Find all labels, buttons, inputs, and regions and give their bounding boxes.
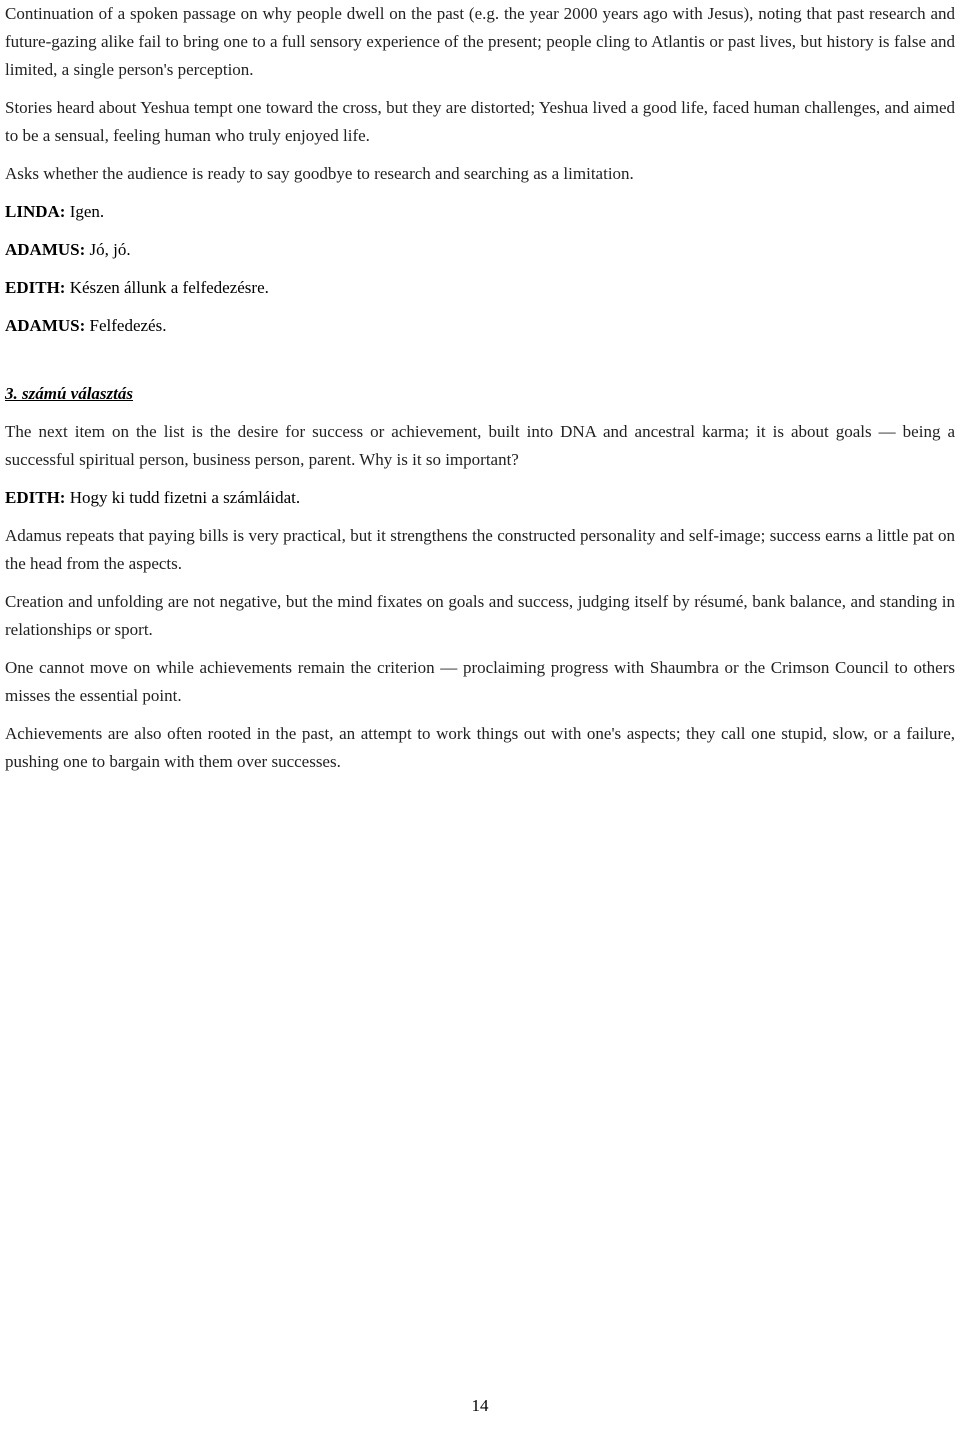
paragraph-creation: Creation and unfolding are not negative, but the mind fixates on goals and success, judging itself by résumé, bank balance, and standing in relationships or sport. [5,592,955,639]
speaker-label: ADAMUS: [5,316,86,335]
paragraph-yeshua: Stories heard about Yeshua tempt one toward the cross, but they are distorted; Yeshua lived a good life, faced human challenges, and aimed to be a sensual, feeling human who truly enjoyed life. [5,98,955,145]
paragraph-question: Asks whether the audience is ready to say goodbye to research and searching as a limitation. [5,164,634,183]
dialogue-text: Hogy ki tudd fizetni a számláidat. [69,488,301,507]
dialogue-text: Felfedezés. [89,316,167,335]
dialogue-line [5,312,955,340]
dialogue-text: Készen állunk a felfedezésre. [69,278,269,297]
speaker-label: EDITH: [5,278,66,297]
paragraph-adamus-bills: Adamus repeats that paying bills is very practical, but it strengthens the constructed personality and self-image; success earns a little pat on the head from the aspects. [5,526,955,573]
dialogue-line [5,274,955,302]
paragraph-past: Achievements are also often rooted in the past, an attempt to work things out with one's aspects; they call one stupid, slow, or a failure, pushing one to bargain with them over successes. [5,724,955,771]
dialogue-line [5,198,955,226]
dialogue-text: Jó, jó. [89,240,131,259]
speaker-label: EDITH: [5,488,66,507]
paragraph-opening: Continuation of a spoken passage on why people dwell on the past (e.g. the year 2000 years ago with Jesus), noting that past research and future-gazing alike fail to bring one to a full sensory experience of the present; people cling to Atlantis or past lives, but history is false and limited, a single person's perception. [5,4,955,79]
dialogue-text: Igen. [69,202,105,221]
dialogue-line [5,236,955,264]
speaker-label: ADAMUS: [5,240,86,259]
speaker-label: LINDA: [5,202,66,221]
paragraph-criteria: One cannot move on while achievements remain the criterion — proclaiming progress with Shaumbra or the Crimson Council to others misses the essential point. [5,658,955,705]
dialogue-line [5,484,955,512]
section-heading: 3. számú választás [5,384,133,403]
page-number: 14 [471,1396,489,1415]
paragraph-achievement: The next item on the list is the desire for success or achievement, built into DNA and ancestral karma; it is about goals — being a successful spiritual person, business person, parent. Why is it so important? [5,422,955,469]
document-page [5,0,955,786]
